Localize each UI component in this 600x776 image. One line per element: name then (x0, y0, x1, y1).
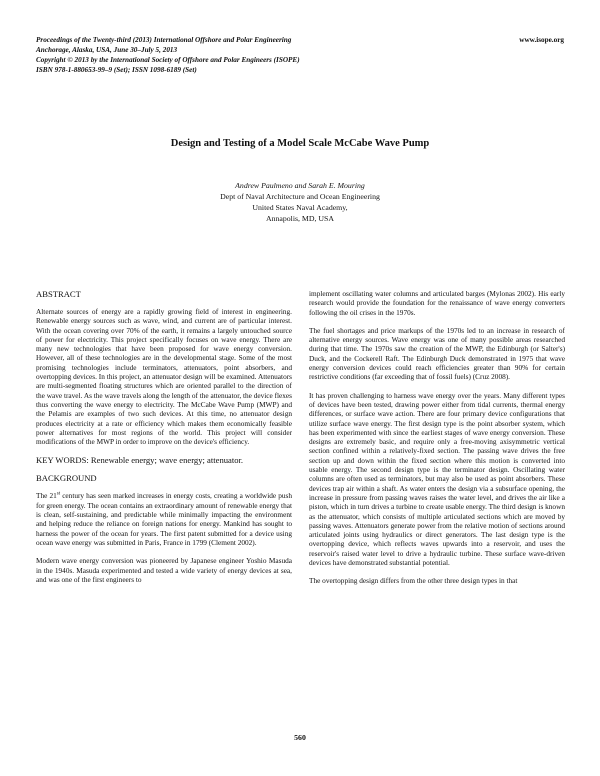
page-number: 560 (294, 733, 306, 742)
header-line: Anchorage, Alaska, USA, June 30–July 5, 2013 (36, 46, 178, 54)
body-paragraph-1: implement oscillating water columns and articulated barges (Mylonas 2002). His early research would provide the foundation for the renaissance of wave energy converters following the oil crises in the 1970s. (309, 289, 565, 317)
background-paragraph-2: Modern wave energy conversion was pioneered by Japanese engineer Yoshio Masuda in the 1940s. Masuda experimented and tested a wide variety of energy devices at sea, and was one of the first engineers to (36, 556, 292, 584)
header-line: ISBN 978-1-880653-99–9 (Set); ISSN 1098-6189 (Set) (36, 66, 197, 74)
paper-title: Design and Testing of a Model Scale McCabe Wave Pump (170, 138, 430, 149)
body-paragraph-3: It has proven challenging to harness wave energy over the years. Many different types of devices have been tested, drawing power either from tidal currents, thermal energy differences, or surface wave action. There are four primary device configurations that utilize surface wave energy. The first design type is the point absorber system, which has been experimented with since the earliest stages of wave energy conversion. These designs are extremely basic, and require only a free-moving axisymmetric vertical section confined within a relatively-fixed section. The passing wave drives the free section up and down within the fixed section where this motion is converted into usable energy. The second design type is the terminator design. Oscillating water columns are often used as terminators, but may also be used as point absorbers. These devices trap air within a shaft. As water enters the design via a subsurface opening, the increase in pressure from passing waves raises the water level, and drives the air like a piston, which in turn drives a turbine to create usable energy. The third design is known as the attenuator, which consists of multiple articulated sections which are moved by passing waves. Attenuators generate power from the relative motion of sections around articulated joints using hydraulics or direct generators. The last design type is the overtopping device, which reflects waves upwards into a reservoir, and uses the reservoir's raised water level to drive a hydraulic turbine. These surface wave-driven devices have demonstrated substantial potential. (309, 390, 565, 568)
header-line: Copyright © 2013 by the International Society of Offshore and Polar Engineers (ISOPE) (36, 56, 300, 64)
ordinal-suffix: st (56, 492, 61, 498)
left-column (36, 289, 292, 593)
keywords: KEY WORDS: Renewable energy; wave energy; attenuator. (36, 455, 244, 466)
affiliation-line: Annapolis, MD, USA (265, 214, 334, 223)
background-paragraph-1 (36, 491, 292, 547)
abstract-heading: ABSTRACT (36, 289, 81, 299)
proceedings-header (36, 35, 476, 75)
author-block (0, 180, 600, 224)
background-heading: BACKGROUND (36, 473, 97, 484)
author-names: Andrew Paulmeno and Sarah E. Mouring (235, 181, 365, 190)
header-line: Proceedings of the Twenty-third (2013) International Offshore and Polar Engineering (36, 36, 292, 44)
right-column (309, 289, 565, 595)
abstract-text: Alternate sources of energy are a rapidly growing field of interest in engineering. Renewable energy sources such as wave, wind, and current are of particular interest. With the ocean covering over 70% of the earth, it remains a largely untouched source of power for electricity. This project specifically focuses on wave energy. There are many new technologies that have been proposed for wave energy conversion. However, all of these technologies are in the developmental stage. Some of the most promising technologies include terminators, attenuators, point absorbers, and overtopping devices. In this project, an attenuator design will be examined. Attenuators are multi-segmented floating structures which are oriented parallel to the direction of the wave travel. As the wave travels along the length of the attenuator, the device flexes thus converting the wave energy to electricity. The McCabe Wave Pump (MWP) and the Pelamis are examples of two such devices. At this time, no attenuator design produces electricity at a rate or efficiency which makes them economically feasible power alternatives for most regions of the world. This project will consider modifications of the MWP in order to improve on the device's efficiency. (36, 307, 293, 447)
bg1-start: The 21 (36, 491, 57, 501)
body-paragraph-4: The overtopping design differs from the other three design types in that (309, 576, 518, 586)
bg1-rest: century has seen marked increases in energy costs, creating a worldwide push for green energy. The ocean contains an extraordinary amount of renewable energy that is clean, self-sustaining, and predictable while minimally impacting the environment and helping reduce the reliance on foreign nations for energy. Mankind has sought to harness the power of the ocean for years. The first patent submitted for a device using ocean wave energy was submitted in Paris, France in 1799 (Clement 2002). (36, 491, 292, 547)
affiliation-line: United States Naval Academy, (252, 203, 348, 212)
body-paragraph-2: The fuel shortages and price markups of the 1970s led to an increase in research of alternative energy sources. Wave energy was one of many possible areas researched during that time. The 1970s saw the creation of the MWP, the Edinburgh (or Salter's) Duck, and the Cockerell Raft. The Edinburgh Duck demonstrated in 1975 that wave energy conversion devices could reach efficiencies greater than 90% for certain restrictive conditions (far exceeding that of fossil fuels) (Cruz 2008). (309, 325, 565, 382)
website-link[interactable]: www.isope.org (519, 36, 564, 44)
affiliation-line: Dept of Naval Architecture and Ocean Engineering (220, 192, 380, 201)
